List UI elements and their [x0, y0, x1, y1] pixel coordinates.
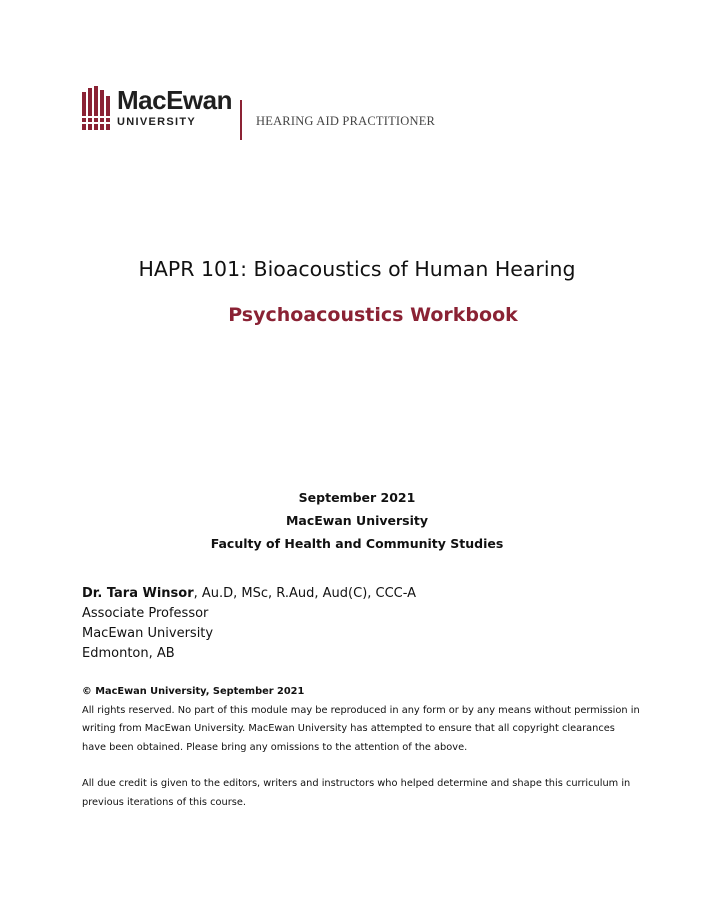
copyright-block: [82, 683, 642, 812]
author-institution: MacEwan University: [82, 626, 214, 641]
university-logo: [82, 86, 232, 142]
logo-divider: [240, 100, 242, 140]
logo-subtitle: UNIVERSITY: [117, 116, 197, 128]
publication-institution: MacEwan University: [285, 513, 429, 528]
logo-wordmark: MacEwan: [117, 85, 232, 115]
workbook-title: Psychoacoustics Workbook: [228, 304, 518, 326]
author-name-line: [82, 584, 416, 604]
author-role: Associate Professor: [82, 606, 209, 621]
copyright-body: All rights reserved. No part of this module may be reproduced in any form or by any means without permission in writing from MacEwan University. MacEwan University has attempted to ensure that all copyright clearances have been obtained. Please bring any omissions to the attention of the above.: [82, 704, 640, 753]
author-credentials: , Au.D, MSc, R.Aud, Aud(C), CCC-A: [193, 586, 417, 601]
author-name: Dr. Tara Winsor: [82, 586, 194, 601]
author-block: [82, 584, 416, 664]
publication-date: September 2021: [298, 490, 416, 505]
copyright-heading: © MacEwan University, September 2021: [82, 686, 305, 697]
publication-info: [0, 486, 714, 555]
university-logo-mark-icon: [82, 86, 112, 130]
credits-note: All due credit is given to the editors, writers and instructors who helped determine and shape this curriculum in previous iterations of this course.: [82, 778, 631, 808]
publication-faculty: Faculty of Health and Community Studies: [210, 536, 504, 551]
program-name: HEARING AID PRACTITIONER: [256, 114, 436, 128]
course-title: HAPR 101: Bioacoustics of Human Hearing: [138, 257, 576, 281]
author-location: Edmonton, AB: [82, 646, 175, 661]
